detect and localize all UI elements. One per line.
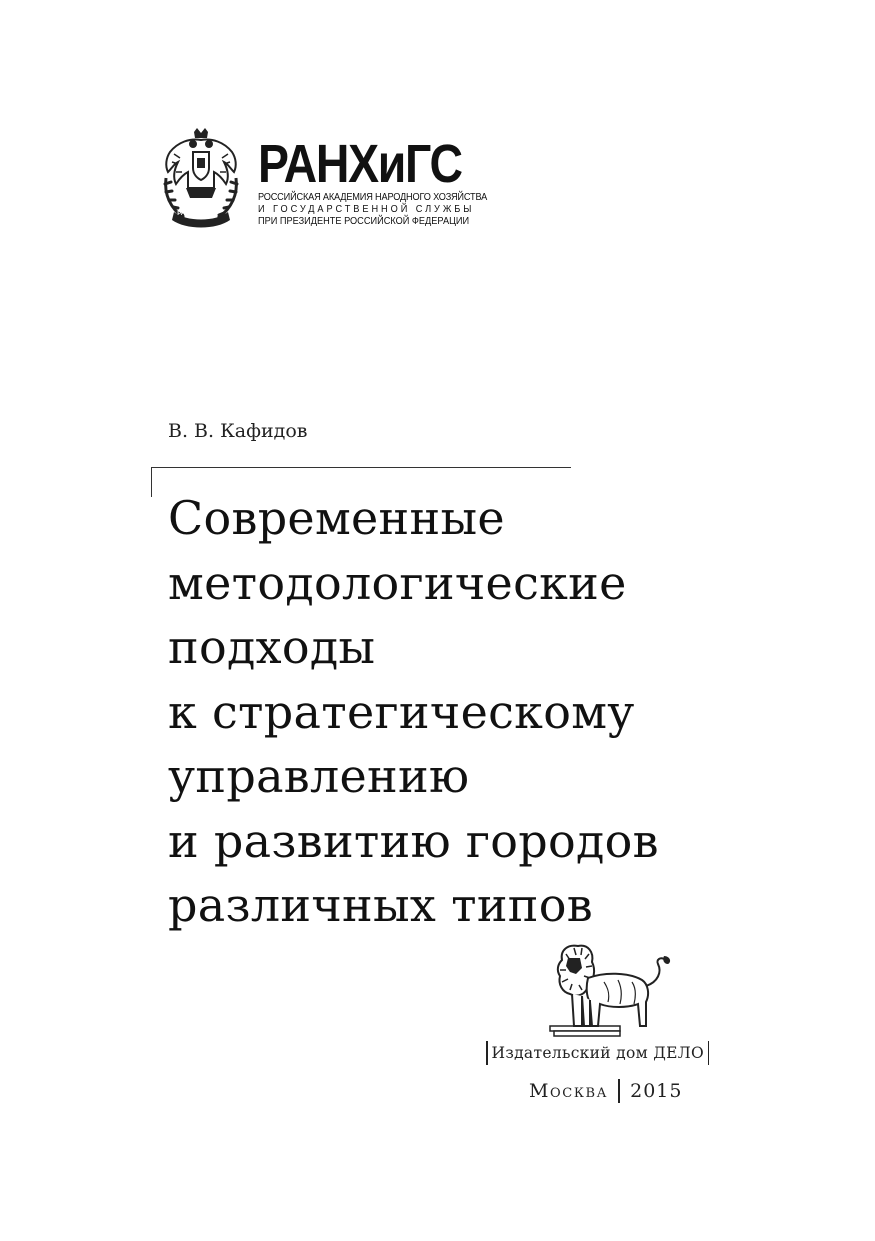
publisher-bar-right — [708, 1041, 710, 1065]
publisher-label — [486, 1040, 709, 1066]
publication-year: 2015 — [630, 1080, 683, 1102]
institution-line-2: И ГОСУДАРСТВЕННОЙ СЛУЖБЫ — [258, 204, 475, 215]
publication-city: Москва — [529, 1080, 609, 1102]
title-rule-horizontal — [151, 467, 571, 468]
imprint-line — [529, 1079, 682, 1103]
imprint-separator — [618, 1079, 620, 1103]
publisher-name: Издательский дом ДЕЛО — [491, 1044, 704, 1062]
lion-icon — [548, 942, 676, 1038]
institution-name: РАНХиГС — [258, 134, 462, 194]
emblem-ribbon-text: РАНХиГС — [177, 211, 205, 217]
institution-line-3: ПРИ ПРЕЗИДЕНТЕ РОССИЙСКОЙ ФЕДЕРАЦИИ — [258, 216, 470, 227]
institution-line-1: РОССИЙСКАЯ АКАДЕМИЯ НАРОДНОГО ХОЗЯЙСТВА — [258, 192, 488, 203]
book-title: Современные методологические подходы к стратегическому управлению и развитию городов различных типов — [168, 491, 659, 932]
author-name: В. В. Кафидов — [168, 420, 308, 442]
institution-logo — [258, 136, 488, 228]
title-rule-vertical — [151, 467, 152, 497]
